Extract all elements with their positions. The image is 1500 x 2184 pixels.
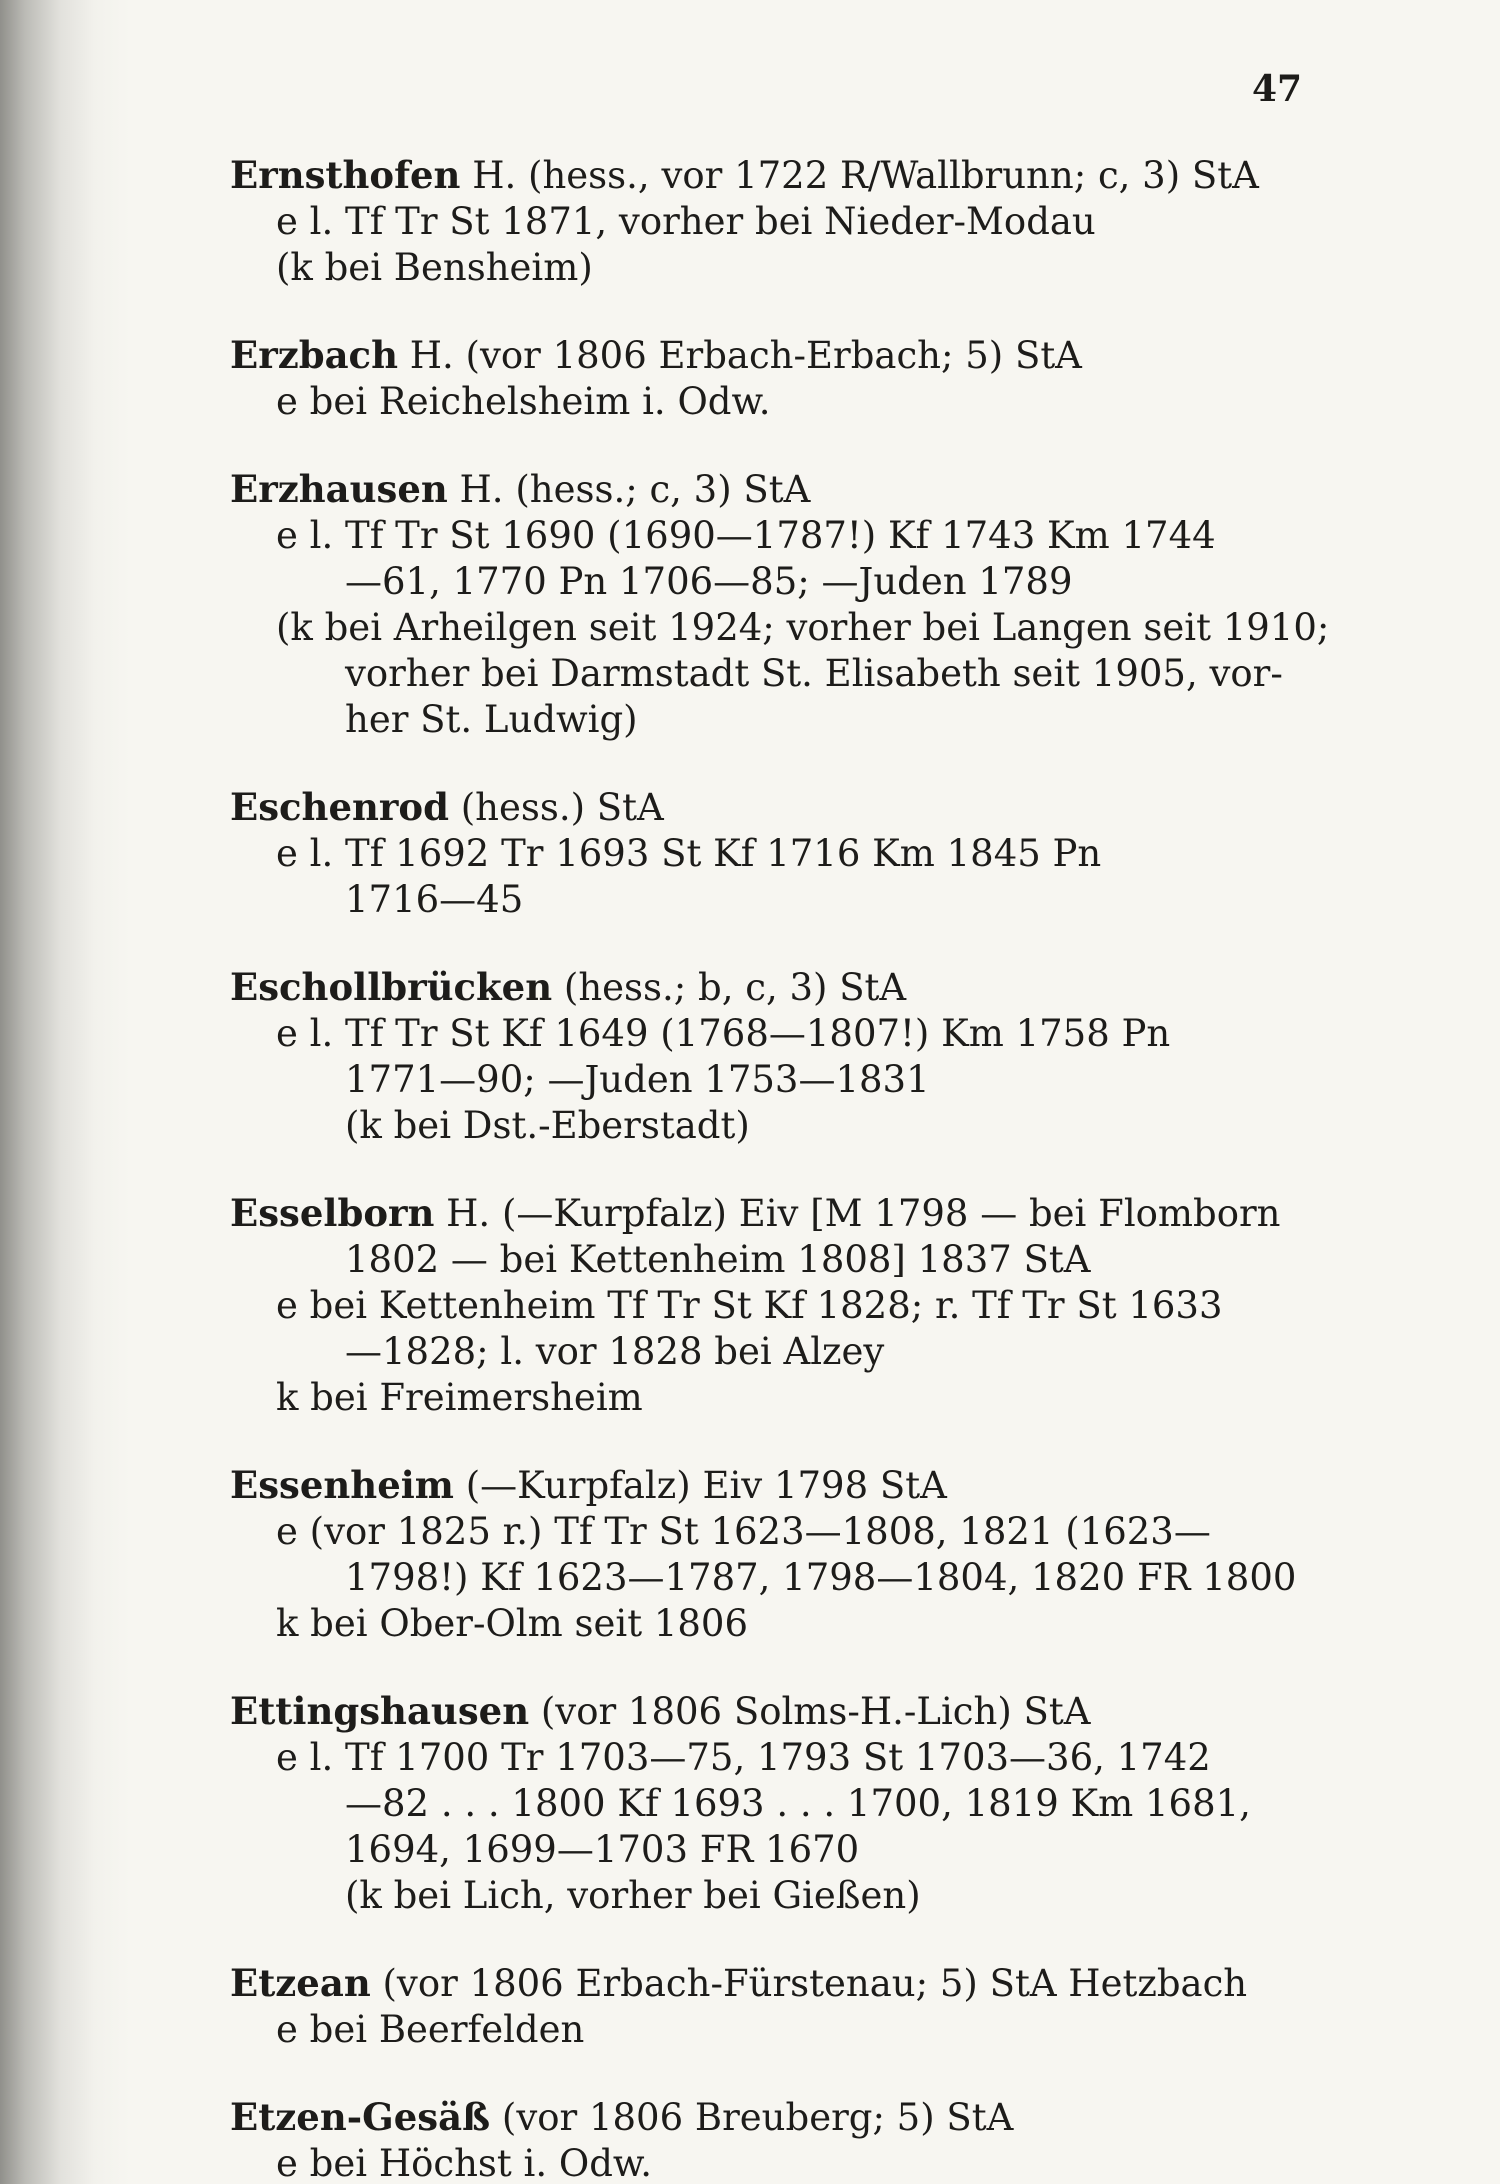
entry-heading-text: (vor 1806 Breuberg; 5) StA	[490, 2096, 1014, 2139]
entry	[230, 2094, 1305, 2184]
entry	[230, 1688, 1305, 1919]
entry-heading-text: H. (—Kurpfalz) Eiv [M 1798 — bei Flomborn	[434, 1192, 1281, 1235]
entry-line: (k bei Dst.-Eberstadt)	[345, 1104, 750, 1147]
spine-shadow	[0, 0, 130, 2184]
entry-line: (k bei Bensheim)	[276, 246, 593, 289]
entry-heading-text: (hess.; b, c, 3) StA	[552, 966, 907, 1009]
entry-heading-text: (—Kurpfalz) Eiv 1798 StA	[453, 1464, 947, 1507]
entry-line: k bei Freimersheim	[276, 1376, 643, 1419]
entry-line: e bei Kettenheim Tf Tr St Kf 1828; r. Tf Tr St 1633	[276, 1284, 1223, 1327]
entry-heading	[230, 1462, 1305, 1509]
entry-line: her St. Ludwig)	[345, 698, 638, 741]
entry-line: 1798!) Kf 1623—1787, 1798—1804, 1820 FR 1800	[345, 1556, 1297, 1599]
entry-heading-text: (vor 1806 Solms-H.-Lich) StA	[529, 1690, 1091, 1733]
entry-line: e l. Tf Tr St 1871, vorher bei Nieder-Modau	[276, 200, 1096, 243]
entry-line: —61, 1770 Pn 1706—85; —Juden 1789	[345, 560, 1073, 603]
entry-heading	[230, 466, 1305, 513]
entry-name: Esselborn	[230, 1191, 435, 1235]
entry	[230, 964, 1305, 1149]
entry-line: vorher bei Darmstadt St. Elisabeth seit 1905, vor-	[345, 652, 1283, 695]
entry-heading	[230, 1688, 1305, 1735]
page-number: 47	[1252, 68, 1303, 110]
entry-line: 1716—45	[345, 878, 524, 921]
entry-heading-text: H. (vor 1806 Erbach-Erbach; 5) StA	[397, 334, 1082, 377]
entry-line: e l. Tf 1692 Tr 1693 St Kf 1716 Km 1845 Pn	[276, 832, 1102, 875]
entry	[230, 1462, 1305, 1647]
entry-line: 1771—90; —Juden 1753—1831	[345, 1058, 930, 1101]
entry-heading	[230, 1960, 1305, 2007]
entry	[230, 332, 1305, 425]
entry-heading	[230, 332, 1305, 379]
entry-heading	[230, 152, 1305, 199]
entry-heading-text: (vor 1806 Erbach-Fürstenau; 5) StA Hetzbach	[370, 1962, 1248, 2005]
entry-name: Ernsthofen	[230, 153, 461, 197]
entry-heading-text: H. (hess., vor 1722 R/Wallbrunn; c, 3) StA	[460, 154, 1259, 197]
entry-heading	[230, 964, 1305, 1011]
entry-name: Ettingshausen	[230, 1689, 530, 1733]
entry-name: Eschollbrücken	[230, 965, 553, 1009]
entry	[230, 152, 1305, 291]
gazetteer-entries	[230, 152, 1330, 2184]
entry-line: e (vor 1825 r.) Tf Tr St 1623—1808, 1821 (1623—	[276, 1510, 1211, 1553]
entry-line: k bei Ober-Olm seit 1806	[276, 1602, 748, 1645]
entry-line: 1694, 1699—1703 FR 1670	[345, 1828, 860, 1871]
entry-line: e bei Höchst i. Odw.	[276, 2142, 652, 2184]
entry-line: —1828; l. vor 1828 bei Alzey	[345, 1330, 885, 1373]
entry-line: e l. Tf Tr St Kf 1649 (1768—1807!) Km 1758 Pn	[276, 1012, 1171, 1055]
entry-line: (k bei Arheilgen seit 1924; vorher bei Langen seit 1910;	[276, 606, 1330, 649]
entry-name: Etzen-Gesäß	[230, 2095, 491, 2139]
entry-line: e l. Tf 1700 Tr 1703—75, 1793 St 1703—36, 1742	[276, 1736, 1211, 1779]
entry-line: e bei Reichelsheim i. Odw.	[276, 380, 771, 423]
entry-name: Eschenrod	[230, 785, 449, 829]
entry-heading	[230, 1190, 1305, 1237]
entry	[230, 1960, 1305, 2053]
entry-line: —82 . . . 1800 Kf 1693 . . . 1700, 1819 Km 1681,	[345, 1782, 1251, 1825]
entry-name: Essenheim	[230, 1463, 454, 1507]
entry-line: e bei Beerfelden	[276, 2008, 585, 2051]
entry	[230, 784, 1305, 923]
entry-name: Etzean	[230, 1961, 371, 2005]
entry-heading-text: H. (hess.; c, 3) StA	[447, 468, 811, 511]
entry-heading-text: (hess.) StA	[448, 786, 664, 829]
entry-heading	[230, 784, 1305, 831]
entry	[230, 466, 1330, 743]
entry-name: Erzbach	[230, 333, 398, 377]
entry-name: Erzhausen	[230, 467, 448, 511]
entry-line: (k bei Lich, vorher bei Gießen)	[345, 1874, 921, 1917]
entry	[230, 1190, 1305, 1421]
entry-line: e l. Tf Tr St 1690 (1690—1787!) Kf 1743 Km 1744	[276, 514, 1216, 557]
entry-line: 1802 — bei Kettenheim 1808] 1837 StA	[345, 1238, 1091, 1281]
entry-heading	[230, 2094, 1305, 2141]
